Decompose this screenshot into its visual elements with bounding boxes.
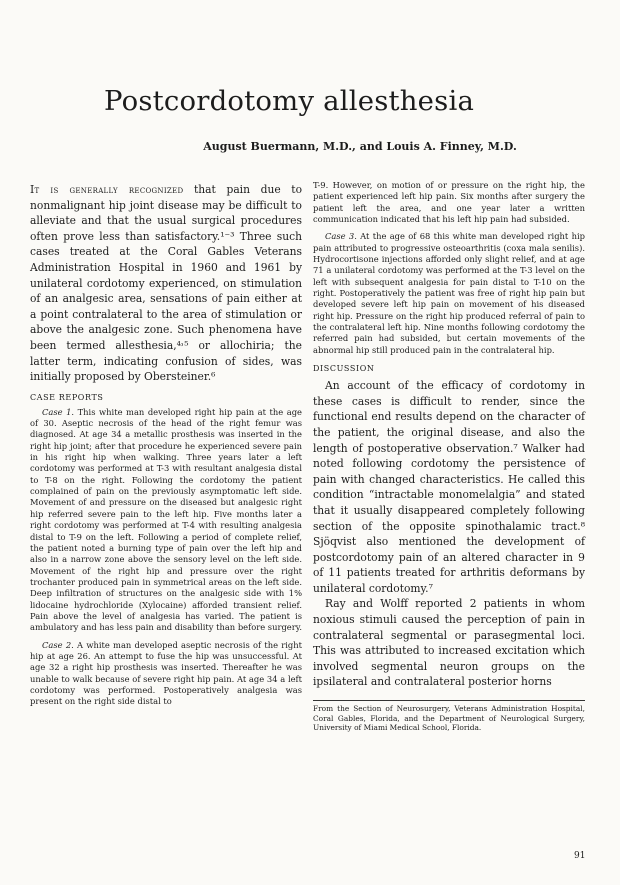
case2-text: A white man developed aseptic necrosis of the right hip at age 26. An attempt to fuse the hip was unsuccessful. At age 32 a right hip prosthesis was inserted. Thereafter he was unable to walk because of severe right hip pain. At age 34 a left cordotomy was performed. Postoperatively analgesia was present on the right side distal to xyxy=(30,639,302,707)
case-reports-heading: CASE REPORTS xyxy=(30,392,104,402)
left-column xyxy=(30,182,302,708)
discussion-paragraph-2: Ray and Wolff reported 2 patients in whom noxious stimuli caused the perception of pain in contralateral segmental or parasegmental loci. This was attributed to increased excitation which involved segmental neuron groups on the ipsilateral and contralateral posterior horns xyxy=(313,597,585,689)
right-column xyxy=(313,180,585,733)
footnote-rule xyxy=(313,700,585,701)
case3-label: Case 3. xyxy=(325,231,357,242)
case3-text: At the age of 68 this white man developed right hip pain attributed to progressive osteoarthritis (coxa mala senilis). Hydrocortisone injections afforded only slight relief, and at age 71 a unilateral cordotomy was performed at the T-3 level on the left with subsequent analgesia for pain distal to T-10 on the right. Postoperatively the patient was free of right hip pain but developed severe left hip pain on movement of his diseased right hip. Pressure on the right hip produced referral of pain to the contralateral left hip. Nine months following cordotomy the referred pain had subsided, but certain movements of the abnormal hip still produced pain in the contralateral hip. xyxy=(313,231,585,355)
article-title: Postcordotomy allesthesia xyxy=(104,85,475,117)
case2-paragraph xyxy=(30,640,302,708)
intro-lead: It is generally recognized xyxy=(30,183,184,196)
intro-paragraph xyxy=(30,182,302,385)
intro-text: that pain due to nonmalignant hip joint disease may be difficult to alleviate and that the usual surgical procedures often prove less than satisfactory.¹⁻³ Three such cases treated at the Coral Gables Veterans Administration Hospital in 1960 and 1961 by unilateral cordotomy experienced, on stimulation of an analgesic area, sensations of pain either at a point contralateral to the area of stimulation or above the analgesic zone. Such phenomena have been termed allesthesia,⁴˒⁵ or allochiria; the latter term, indicating confusion of sides, was initially proposed by Obersteiner.⁶ xyxy=(30,183,303,384)
discussion-heading: DISCUSSION xyxy=(313,364,375,374)
case1-label: Case 1. xyxy=(42,406,75,417)
discussion-paragraph-1: An account of the efficacy of cordotomy in these cases is difficult to render, since the functional end results depend on the character of the patient, the original disease, and also the length of postoperative observation.⁷ Walker had noted following cordotomy the persistence of pain with changed characteristics. He called this condition “intractable monomelalgia” and stated that it usually disappeared completely following section of the opposite spinothalamic tract.⁸ Sjöqvist also mentioned the development of postcordotomy pain of an altered character in 9 of 11 patients treated for arthritis deformans by unilateral cordotomy.⁷ xyxy=(313,379,585,595)
case1-text: This white man developed right hip pain at the age of 30. Aseptic necrosis of the head of the right femur was diagnosed. At age 34 a metallic prosthesis was inserted in the right hip joint; after that procedure he experienced severe pain in his right hip when walking. Three years later a left cordotomy was performed at T-3 with resultant analgesia distal to T-8 on the right. Following the cordotomy the patient complained of pain on the previously asymptomatic left side. Movement of and pressure on the diseased but analgesic right hip referred severe pain to the left hip. Five months later a right cordotomy was performed at T-4 with resulting analgesia distal to T-9 on the left. Following a period of complete relief, the patient noted a burning type of pain over the left hip and also in a narrow zone above the sensory level on the left side. Movement of the right hip and pressure over the right trochanter produced pain in symmetrical areas on the left side. Deep infiltration of structures on the analgesic side with 1% lidocaine hydrochloride (Xylocaine) afforded transient relief. Pain above the level of analgesia has varied. The patient is ambulatory and has less pain and disability than before surgery. xyxy=(30,406,302,633)
case1-paragraph xyxy=(30,407,302,634)
case3-paragraph xyxy=(313,231,585,356)
footnote: From the Section of Neurosurgery, Veterans Administration Hospital, Coral Gables, Florida, and the Department of Neurological Surgery, University of Miami Medical School, Florida. xyxy=(313,704,585,733)
case2-label: Case 2. xyxy=(42,639,74,650)
page-number: 91 xyxy=(574,851,586,861)
article-authors: August Buermann, M.D., and Louis A. Finney, M.D. xyxy=(203,140,517,153)
case2-continuation: T-9. However, on motion of or pressure on the right hip, the patient experienced left hip pain. Six months after surgery the patient left the area, and one year later a written communication indicated that his left hip pain had subsided. xyxy=(313,180,585,225)
